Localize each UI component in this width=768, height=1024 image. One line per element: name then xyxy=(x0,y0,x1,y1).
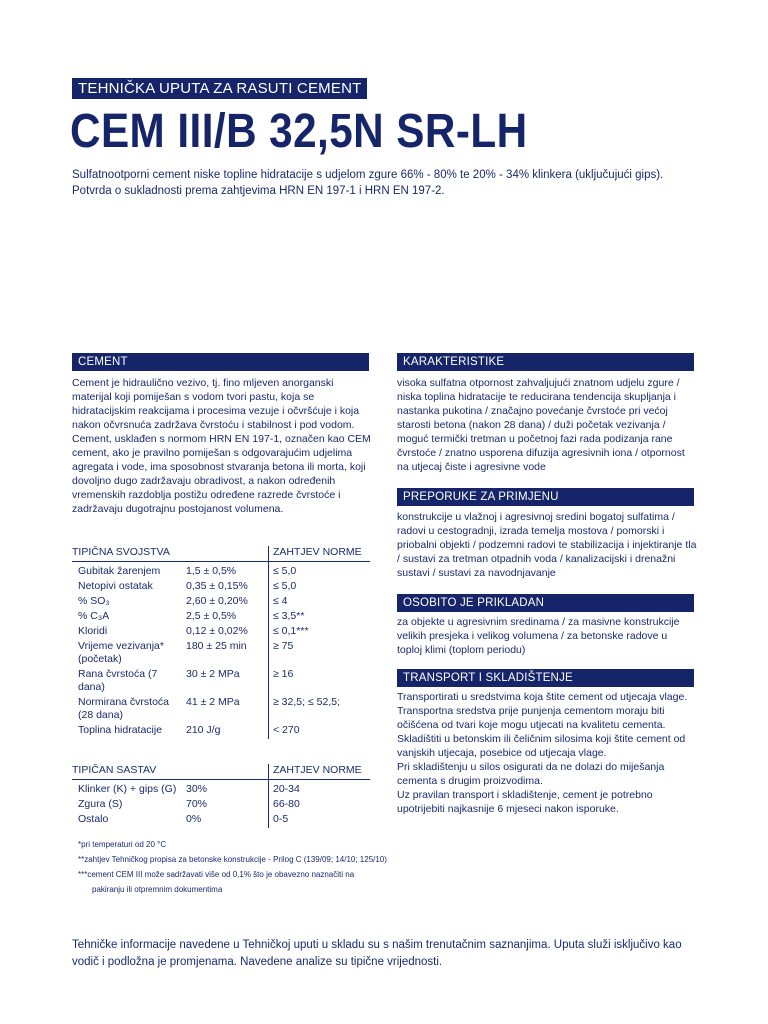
properties-col1-header: TIPIČNA SVOJSTVA xyxy=(72,546,269,562)
composition-table xyxy=(72,764,370,828)
composition-requirement-cell: 0-5 xyxy=(269,813,371,828)
composition-name-cell: Ostalo xyxy=(78,813,109,825)
properties-requirement-cell: ≤ 5,0 xyxy=(269,562,371,581)
properties-requirement-cell: ≥ 75 xyxy=(269,640,371,668)
properties-name-cell: Netopivi ostatak xyxy=(78,580,153,592)
properties-value-cell: 210 J/g xyxy=(186,724,221,736)
properties-row xyxy=(72,595,370,610)
properties-requirement-cell: ≤ 4 xyxy=(269,595,371,610)
transport-text xyxy=(397,690,697,816)
properties-requirement-cell: ≤ 0,1*** xyxy=(269,625,371,640)
composition-row xyxy=(72,798,370,813)
product-title: CEM III/B 32,5N SR-LH xyxy=(70,105,528,158)
properties-value-cell: 0,35 ± 0,15% xyxy=(186,580,248,592)
transport-para-2: Skladištiti u betonskim ili čeličnim silosima koji štite cement od vanjskih utjecaja, posebice od utjecaja vlage. xyxy=(397,733,686,759)
properties-row xyxy=(72,724,370,739)
properties-requirement-cell: ≥ 16 xyxy=(269,668,371,696)
footnote-3-continued: pakiranju ili otpremnim dokumentima xyxy=(92,885,223,894)
composition-value-cell: 70% xyxy=(186,798,208,810)
properties-name-cell: Kloridi xyxy=(78,625,108,637)
footnote-1: *pri temperaturi od 20 °C xyxy=(78,840,167,849)
properties-value-cell: 0,12 ± 0,02% xyxy=(186,625,248,637)
properties-value-cell: 30 ± 2 MPa xyxy=(186,668,240,680)
properties-table xyxy=(72,546,370,739)
transport-para-3: Pri skladištenju u silos osigurati da ne dolazi do miješanja cementa s drugim proizvodima. xyxy=(397,761,665,787)
properties-col2-header: ZAHTJEV NORME xyxy=(269,546,371,562)
properties-name-cell: Vrijeme vezivanja* (početak) xyxy=(78,640,164,665)
properties-name-cell: % SO₃ xyxy=(78,595,110,607)
preporuke-heading: PREPORUKE ZA PRIMJENU xyxy=(397,488,694,506)
properties-requirement-cell: ≥ 32,5; ≤ 52,5; xyxy=(269,696,371,724)
cement-heading: CEMENT xyxy=(72,353,369,371)
properties-requirement-cell: ≤ 3,5** xyxy=(269,610,371,625)
karakteristike-text: visoka sulfatna otpornost zahvaljujući znatnom udjelu zgure / niska toplina hidratacije te reducirana tendencija skupljanja i nastanka pukotina / značajno povećanje čvrstoće pri većoj starosti betona (nakon 28 dana) / duži početak vezivanja / moguć termički tretman u početnoj fazi rada podizanja rane čvrstoće / znatno usporena difuzija agresivnih iona / otpornost na utjecaj čiste i agresivne vode xyxy=(397,377,685,473)
composition-row xyxy=(72,780,370,799)
properties-row xyxy=(72,668,370,696)
properties-name-cell: Normirana čvrstoća (28 dana) xyxy=(78,696,170,721)
properties-row xyxy=(72,562,370,581)
composition-row xyxy=(72,813,370,828)
composition-value-cell: 0% xyxy=(186,813,202,825)
composition-table-header xyxy=(72,764,370,780)
properties-value-cell: 41 ± 2 MPa xyxy=(186,696,240,708)
composition-name-cell: Zgura (S) xyxy=(78,798,123,810)
properties-value-cell: 2,5 ± 0,5% xyxy=(186,610,237,622)
document-label: TEHNIČKA UPUTA ZA RASUTI CEMENT xyxy=(72,78,367,99)
osobito-heading: OSOBITO JE PRIKLADAN xyxy=(397,594,694,612)
properties-table-header xyxy=(72,546,370,562)
transport-heading: TRANSPORT I SKLADIŠTENJE xyxy=(397,669,694,687)
properties-value-cell: 180 ± 25 min xyxy=(186,640,247,652)
properties-row xyxy=(72,625,370,640)
composition-col2-header: ZAHTJEV NORME xyxy=(269,764,371,780)
subtitle-line-2: Potvrda o sukladnosti prema zahtjevima HRN EN 197-1 i HRN EN 197-2. xyxy=(72,185,445,197)
composition-requirement-cell: 20-34 xyxy=(269,780,371,799)
composition-requirement-cell: 66-80 xyxy=(269,798,371,813)
properties-value-cell: 1,5 ± 0,5% xyxy=(186,565,237,577)
disclaimer-note: Tehničke informacije navedene u Tehničkoj uputi u skladu su s našim trenutačnim saznanjima. Uputa služi isključivo kao vodič i podložna je promjenama. Navedene analize su tipične vrijednosti. xyxy=(72,939,682,968)
properties-row xyxy=(72,696,370,724)
properties-name-cell: Rana čvrstoća (7 dana) xyxy=(78,668,158,693)
properties-requirement-cell: ≤ 5,0 xyxy=(269,580,371,595)
product-subtitle xyxy=(72,167,712,199)
cement-text-2: Cement, usklađen s normom HRN EN 197-1, označen kao CEM cement, ako je pravilno pomiješan s odgovarajućim udjelima agregata i vode, ima sposobnost stvaranja betona ili morta, koji dovoljno dugo zadržavaju obradivost, a nakon određenih vremenskih razdoblja postižu određene razrede čvrstoće i zadržavaju dugotrajnu postojanost volumena. xyxy=(72,433,371,515)
footnote-3: ***cement CEM III može sadržavati više od 0,1% što je obavezno naznačiti na xyxy=(78,870,355,879)
footnotes xyxy=(78,837,388,897)
properties-row xyxy=(72,640,370,668)
karakteristike-heading: KARAKTERISTIKE xyxy=(397,353,694,371)
properties-name-cell: Gubitak žarenjem xyxy=(78,565,161,577)
properties-name-cell: Toplina hidratacije xyxy=(78,724,163,736)
osobito-text: za objekte u agresivnim sredinama / za masivne konstrukcije velikih presjeka i velikog volumena / za betonske radove u toploj klimi (toplom periodu) xyxy=(397,616,680,656)
transport-para-1: Transportirati u sredstvima koja štite cement od utjecaja vlage. Transportna sredstva prije punjenja cementom moraju biti očišćena od tvari koje mogu utjecati na kvalitetu cementa. xyxy=(397,691,688,731)
properties-row xyxy=(72,580,370,595)
properties-row xyxy=(72,610,370,625)
properties-name-cell: % C₃A xyxy=(78,610,110,622)
footnote-2: **zahtjev Tehničkog propisa za betonske konstrukcije - Prilog C (139/09; 14/10; 125/10) xyxy=(78,855,387,864)
properties-requirement-cell: < 270 xyxy=(269,724,371,739)
composition-col1-header: TIPIČAN SASTAV xyxy=(72,764,269,780)
properties-value-cell: 2,60 ± 0,20% xyxy=(186,595,248,607)
composition-name-cell: Klinker (K) + gips (G) xyxy=(78,783,177,795)
preporuke-text: konstrukcije u vlažnoj i agresivnoj sredini bogatoj sulfatima / radovi u cestogradnji, izrada temelja mostova / pomorski i priobalni objekti / podzemni radovi te stabilizacija i injektiranje tla / sustavi za tretman otpadnih voda / kanalizacijski i drenažni sustavi / sustavi za navodnjavanje xyxy=(397,511,697,579)
composition-value-cell: 30% xyxy=(186,783,208,795)
subtitle-line-1: Sulfatnootporni cement niske topline hidratacije s udjelom zgure 66% - 80% te 20% - 34% klinkera (uključujući gips). xyxy=(72,169,664,181)
transport-para-4: Uz pravilan transport i skladištenje, cement je potrebno upotrijebiti najkasnije 6 mjeseci nakon isporuke. xyxy=(397,789,653,815)
cement-description xyxy=(72,376,375,516)
cement-text-1: Cement je hidraulično vezivo, tj. fino mljeven anorganski materijal koji pomiješan s vodom tvori pastu, koja se hidratacijskim reakcijama i procesima vezuje i očvršćuje i koja nakon očvrsnuća zadržava čvrstoću i stabilnost i pod vodom. xyxy=(72,377,360,431)
